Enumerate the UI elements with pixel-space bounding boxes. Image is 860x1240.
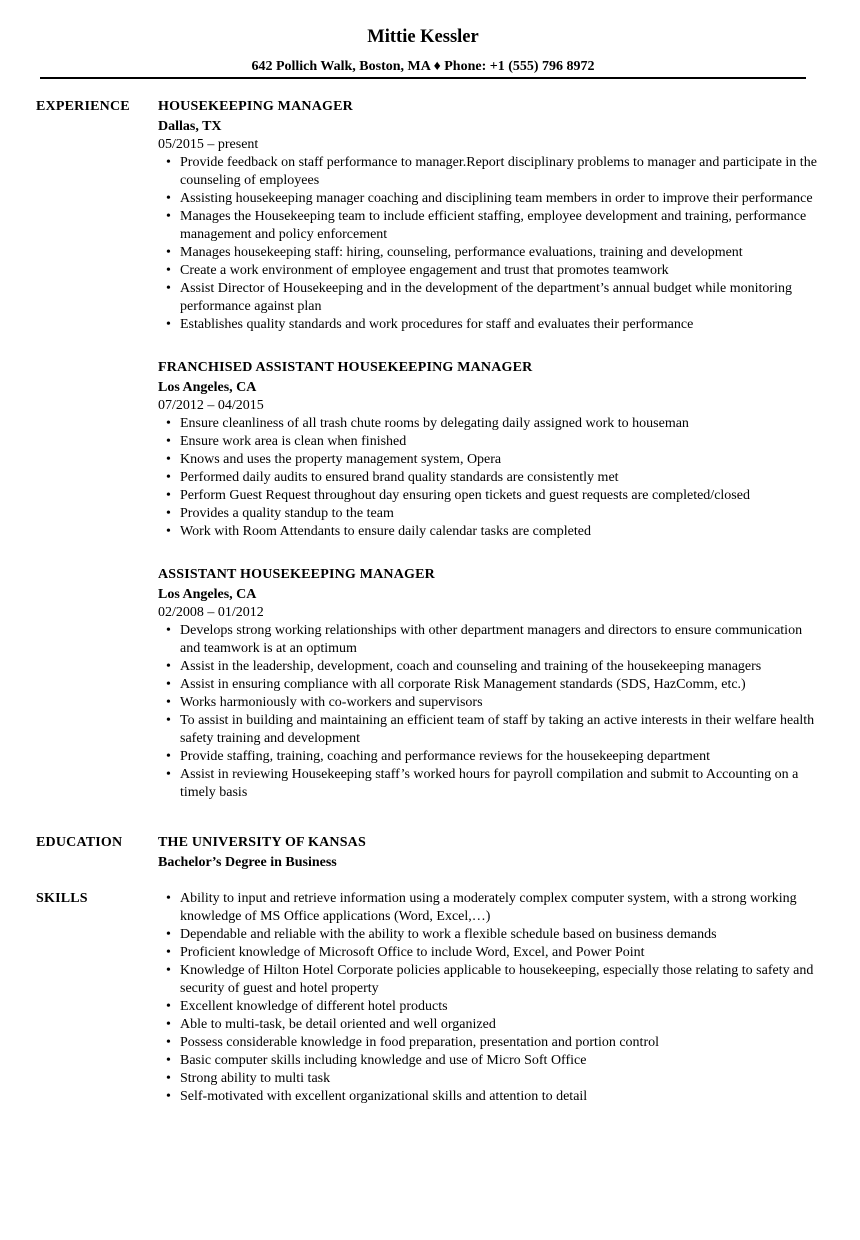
list-item: • Ensure cleanliness of all trash chute rooms by delegating daily assigned work to houseman — [158, 415, 818, 433]
list-item: • Dependable and reliable with the ability to work a flexible schedule based on business demands — [158, 926, 818, 944]
list-item: • Knows and uses the property management system, Opera — [158, 451, 818, 469]
list-item: • Possess considerable knowledge in food preparation, presentation and portion control — [158, 1034, 818, 1052]
list-item: • Excellent knowledge of different hotel products — [158, 998, 818, 1016]
experience-section — [158, 98, 818, 802]
list-item: • Assisting housekeeping manager coaching and disciplining team members in order to improve their performance — [158, 190, 818, 208]
job-dates: 07/2012 – 04/2015 — [158, 398, 264, 413]
skills-list — [158, 890, 818, 1106]
job-bullets — [158, 622, 818, 802]
degree: Bachelor’s Degree in Business — [158, 855, 337, 870]
list-item: • Self-motivated with excellent organizational skills and attention to detail — [158, 1088, 818, 1106]
job-title: FRANCHISED ASSISTANT HOUSEKEEPING MANAGER — [158, 360, 533, 375]
list-item: • Able to multi-task, be detail oriented and well organized — [158, 1016, 818, 1034]
list-item: • Assist in the leadership, development, coach and counseling and training of the housekeeping managers — [158, 658, 818, 676]
list-item: • Provides a quality standup to the team — [158, 505, 818, 523]
list-item: • Basic computer skills including knowledge and use of Micro Soft Office — [158, 1052, 818, 1070]
list-item: • Manages the Housekeeping team to include efficient staffing, employee development and training, performance management and policy enforcement — [158, 208, 818, 244]
job-bullets — [158, 415, 818, 541]
list-item: • Strong ability to multi task — [158, 1070, 818, 1088]
job-location: Los Angeles, CA — [158, 380, 257, 395]
job-location: Los Angeles, CA — [158, 587, 257, 602]
list-item: • Provide staffing, training, coaching and performance reviews for the housekeeping department — [158, 748, 818, 766]
job-entry — [158, 98, 818, 334]
list-item: • Ability to input and retrieve information using a moderately complex computer system, with a strong working knowledge of MS Office applications (Word, Excel,…) — [158, 890, 818, 926]
list-item: • Manages housekeeping staff: hiring, counseling, performance evaluations, training and development — [158, 244, 818, 262]
header-divider — [40, 77, 806, 79]
list-item: • Provide feedback on staff performance to manager.Report disciplinary problems to manager and participate in the counseling of employees — [158, 154, 818, 190]
list-item: • Work with Room Attendants to ensure daily calendar tasks are completed — [158, 523, 818, 541]
list-item: • Develops strong working relationships with other department managers and directors to ensure communication and teamwork is at an optimum — [158, 622, 818, 658]
job-entry — [158, 359, 818, 541]
list-item: • Knowledge of Hilton Hotel Corporate policies applicable to housekeeping, especially those relating to safety and security of guest and hotel property — [158, 962, 818, 998]
school-name: THE UNIVERSITY OF KANSAS — [158, 835, 366, 850]
list-item: • Perform Guest Request throughout day ensuring open tickets and guest requests are completed/closed — [158, 487, 818, 505]
job-location: Dallas, TX — [158, 119, 222, 134]
job-entry — [158, 566, 818, 802]
job-bullets — [158, 154, 818, 334]
list-item: • Assist Director of Housekeeping and in the development of the department’s annual budget while monitoring performance against plan — [158, 280, 818, 316]
list-item: • Works harmoniously with co-workers and supervisors — [158, 694, 818, 712]
list-item: • Assist in reviewing Housekeeping staff’s worked hours for payroll compilation and submit to Accounting on a timely basis — [158, 766, 818, 802]
job-dates: 02/2008 – 01/2012 — [158, 605, 264, 620]
job-title: ASSISTANT HOUSEKEEPING MANAGER — [158, 567, 435, 582]
list-item: • Ensure work area is clean when finished — [158, 433, 818, 451]
contact-line: 642 Pollich Walk, Boston, MA ♦ Phone: +1 (555) 796 8972 — [251, 59, 595, 74]
list-item: • Create a work environment of employee engagement and trust that promotes teamwork — [158, 262, 818, 280]
list-item: • To assist in building and maintaining an efficient team of staff by taking an active interests in their welfare health safety training and development — [158, 712, 818, 748]
list-item: • Establishes quality standards and work procedures for staff and evaluates their performance — [158, 316, 818, 334]
job-title: HOUSEKEEPING MANAGER — [158, 99, 353, 114]
job-dates: 05/2015 – present — [158, 137, 259, 152]
skills-section — [158, 890, 818, 1106]
list-item: • Performed daily audits to ensured brand quality standards are consistently met — [158, 469, 818, 487]
education-section-label: EDUCATION — [36, 835, 123, 850]
list-item: • Proficient knowledge of Microsoft Office to include Word, Excel, and Power Point — [158, 944, 818, 962]
candidate-name: Mittie Kessler — [367, 27, 479, 47]
list-item: • Assist in ensuring compliance with all corporate Risk Management standards (SDS, HazComm, etc.) — [158, 676, 818, 694]
education-section — [158, 834, 818, 872]
experience-section-label: EXPERIENCE — [36, 99, 130, 114]
skills-section-label: SKILLS — [36, 891, 88, 906]
